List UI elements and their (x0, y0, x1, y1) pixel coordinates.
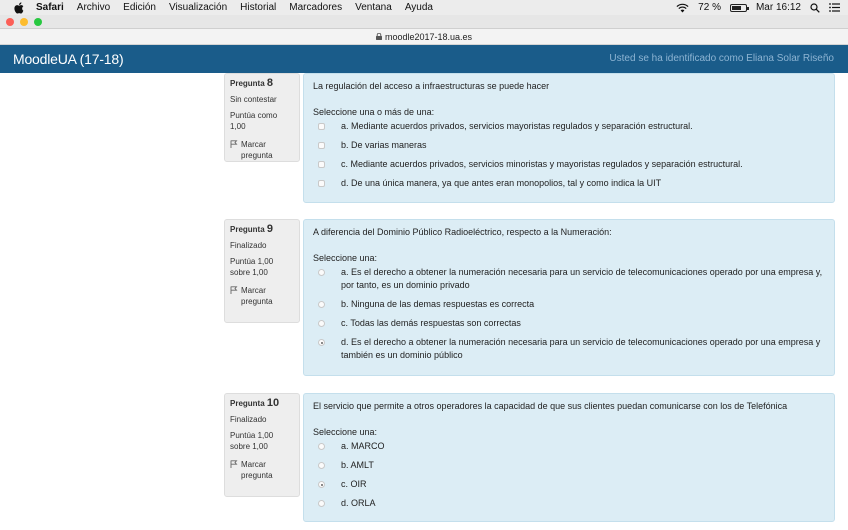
menu-edicion[interactable]: Edición (123, 2, 156, 13)
answer-option[interactable] (313, 497, 825, 510)
zoom-window-button[interactable] (34, 18, 42, 26)
answer-label[interactable]: a. Mediante acuerdos privados, servicios mayoristas regulados y separación estructural. (341, 121, 693, 131)
answer-label[interactable]: b. AMLT (341, 460, 374, 470)
flag-question-label: Marcar pregunta (241, 286, 273, 306)
apple-icon[interactable] (12, 2, 26, 14)
answer-checkbox[interactable] (318, 142, 325, 149)
question-number: 10 (266, 397, 280, 409)
flag-icon (230, 286, 238, 294)
answer-radio-selected[interactable] (318, 481, 325, 488)
answer-list (313, 440, 825, 510)
flag-question-label: Marcar pregunta (241, 140, 273, 160)
question-10-content (303, 393, 835, 522)
menu-ventana[interactable]: Ventana (355, 2, 392, 13)
question-8-info (224, 73, 300, 162)
answer-prompt: Seleccione una: (313, 427, 378, 437)
answer-radio[interactable] (318, 320, 325, 327)
answer-option[interactable] (313, 317, 825, 330)
answer-prompt: Seleccione una: (313, 253, 378, 263)
battery-icon[interactable] (730, 4, 747, 12)
answer-label[interactable]: b. De varias maneras (341, 140, 427, 150)
answer-option[interactable] (313, 120, 825, 133)
answer-radio[interactable] (318, 500, 325, 507)
question-number: 8 (266, 77, 274, 89)
minimize-window-button[interactable] (20, 18, 28, 26)
question-grade: Puntúa 1,00 sobre 1,00 (230, 431, 274, 451)
question-label: Pregunta (230, 399, 265, 408)
question-label: Pregunta (230, 225, 265, 234)
answer-prompt: Seleccione una o más de una: (313, 107, 435, 117)
question-state: Finalizado (230, 241, 267, 250)
answer-label[interactable]: d. De una única manera, ya que antes eran monopolios, tal y como indica la UIT (341, 178, 662, 188)
battery-fill (732, 6, 741, 10)
question-9-content (303, 219, 835, 376)
answer-option[interactable] (313, 440, 825, 453)
window-titlebar (0, 15, 848, 29)
menu-safari[interactable]: Safari (36, 2, 64, 13)
answer-label[interactable]: a. Es el derecho a obtener la numeración necesaria para un servicio de telecomunicaciones operado por una empresa y, por tanto, es un dominio privado (341, 267, 823, 290)
answer-option[interactable] (313, 158, 825, 171)
battery-percentage: 72 % (698, 2, 721, 13)
answer-label[interactable]: b. Ninguna de las demas respuestas es correcta (341, 299, 535, 309)
close-window-button[interactable] (6, 18, 14, 26)
answer-radio[interactable] (318, 443, 325, 450)
clock[interactable]: Mar 16:12 (755, 2, 801, 13)
site-title-link[interactable]: MoodleUA (17-18) (13, 51, 124, 67)
answer-radio[interactable] (318, 269, 325, 276)
question-9-info (224, 219, 300, 323)
answer-label[interactable]: a. MARCO (341, 441, 385, 451)
question-state: Sin contestar (230, 95, 277, 104)
notification-center-icon[interactable] (829, 3, 840, 12)
address-bar[interactable] (0, 29, 848, 45)
answer-option[interactable] (313, 266, 825, 292)
flag-icon (230, 140, 238, 148)
flag-question-link[interactable] (230, 459, 294, 481)
quiz-content (0, 73, 848, 530)
moodle-navbar (0, 45, 848, 73)
answer-radio-selected[interactable] (318, 339, 325, 346)
answer-option[interactable] (313, 459, 825, 472)
macos-menu-bar (0, 0, 848, 15)
answer-label[interactable]: d. Es el derecho a obtener la numeración necesaria para un servicio de telecomunicaciones operado por una empresa y también es un dominio público (341, 337, 821, 360)
menu-ayuda[interactable]: Ayuda (404, 2, 433, 13)
question-text: La regulación del acceso a infraestructuras se puede hacer (313, 81, 550, 91)
question-10-info (224, 393, 300, 497)
question-text: El servicio que permite a otros operadores la capacidad de que sus clientes puedan comunicarse con los de Telefónica (313, 401, 788, 411)
answer-option[interactable] (313, 478, 825, 491)
answer-label[interactable]: d. ORLA (341, 498, 376, 508)
question-grade: Puntúa como 1,00 (230, 111, 278, 131)
login-info: Usted se ha identificado como Eliana Solar Riseño (609, 53, 834, 64)
answer-option[interactable] (313, 177, 825, 190)
answer-option[interactable] (313, 336, 825, 362)
answer-radio[interactable] (318, 301, 325, 308)
spotlight-search-icon[interactable] (810, 3, 820, 13)
question-label: Pregunta (230, 79, 265, 88)
answer-label[interactable]: c. Todas las demás respuestas son correctas (341, 318, 521, 328)
menu-historial[interactable]: Historial (240, 2, 277, 13)
status-area (676, 0, 840, 15)
answer-option[interactable] (313, 139, 825, 152)
question-text: A diferencia del Dominio Público Radioeléctrico, respecto a la Numeración: (313, 227, 612, 237)
flag-icon (230, 460, 238, 468)
answer-option[interactable] (313, 298, 825, 311)
lock-icon (376, 33, 382, 40)
menu-visualizacion[interactable]: Visualización (168, 2, 228, 13)
question-8-content (303, 73, 835, 203)
answer-checkbox[interactable] (318, 123, 325, 130)
flag-question-label: Marcar pregunta (241, 460, 273, 480)
question-number: 9 (266, 223, 274, 235)
answer-list (313, 266, 825, 362)
flag-question-link[interactable] (230, 285, 294, 307)
flag-question-link[interactable] (230, 139, 294, 161)
wifi-icon[interactable] (676, 3, 689, 13)
question-grade: Puntúa 1,00 sobre 1,00 (230, 257, 274, 277)
answer-label[interactable]: c. OIR (341, 479, 367, 489)
answer-checkbox[interactable] (318, 161, 325, 168)
answer-checkbox[interactable] (318, 180, 325, 187)
answer-list (313, 120, 825, 190)
answer-radio[interactable] (318, 462, 325, 469)
url-text: moodle2017-18.ua.es (384, 31, 473, 42)
menu-marcadores[interactable]: Marcadores (289, 2, 343, 13)
question-state: Finalizado (230, 415, 267, 424)
menu-archivo[interactable]: Archivo (76, 2, 111, 13)
answer-label[interactable]: c. Mediante acuerdos privados, servicios minoristas y mayoristas regulados y separación estructural. (341, 159, 743, 169)
